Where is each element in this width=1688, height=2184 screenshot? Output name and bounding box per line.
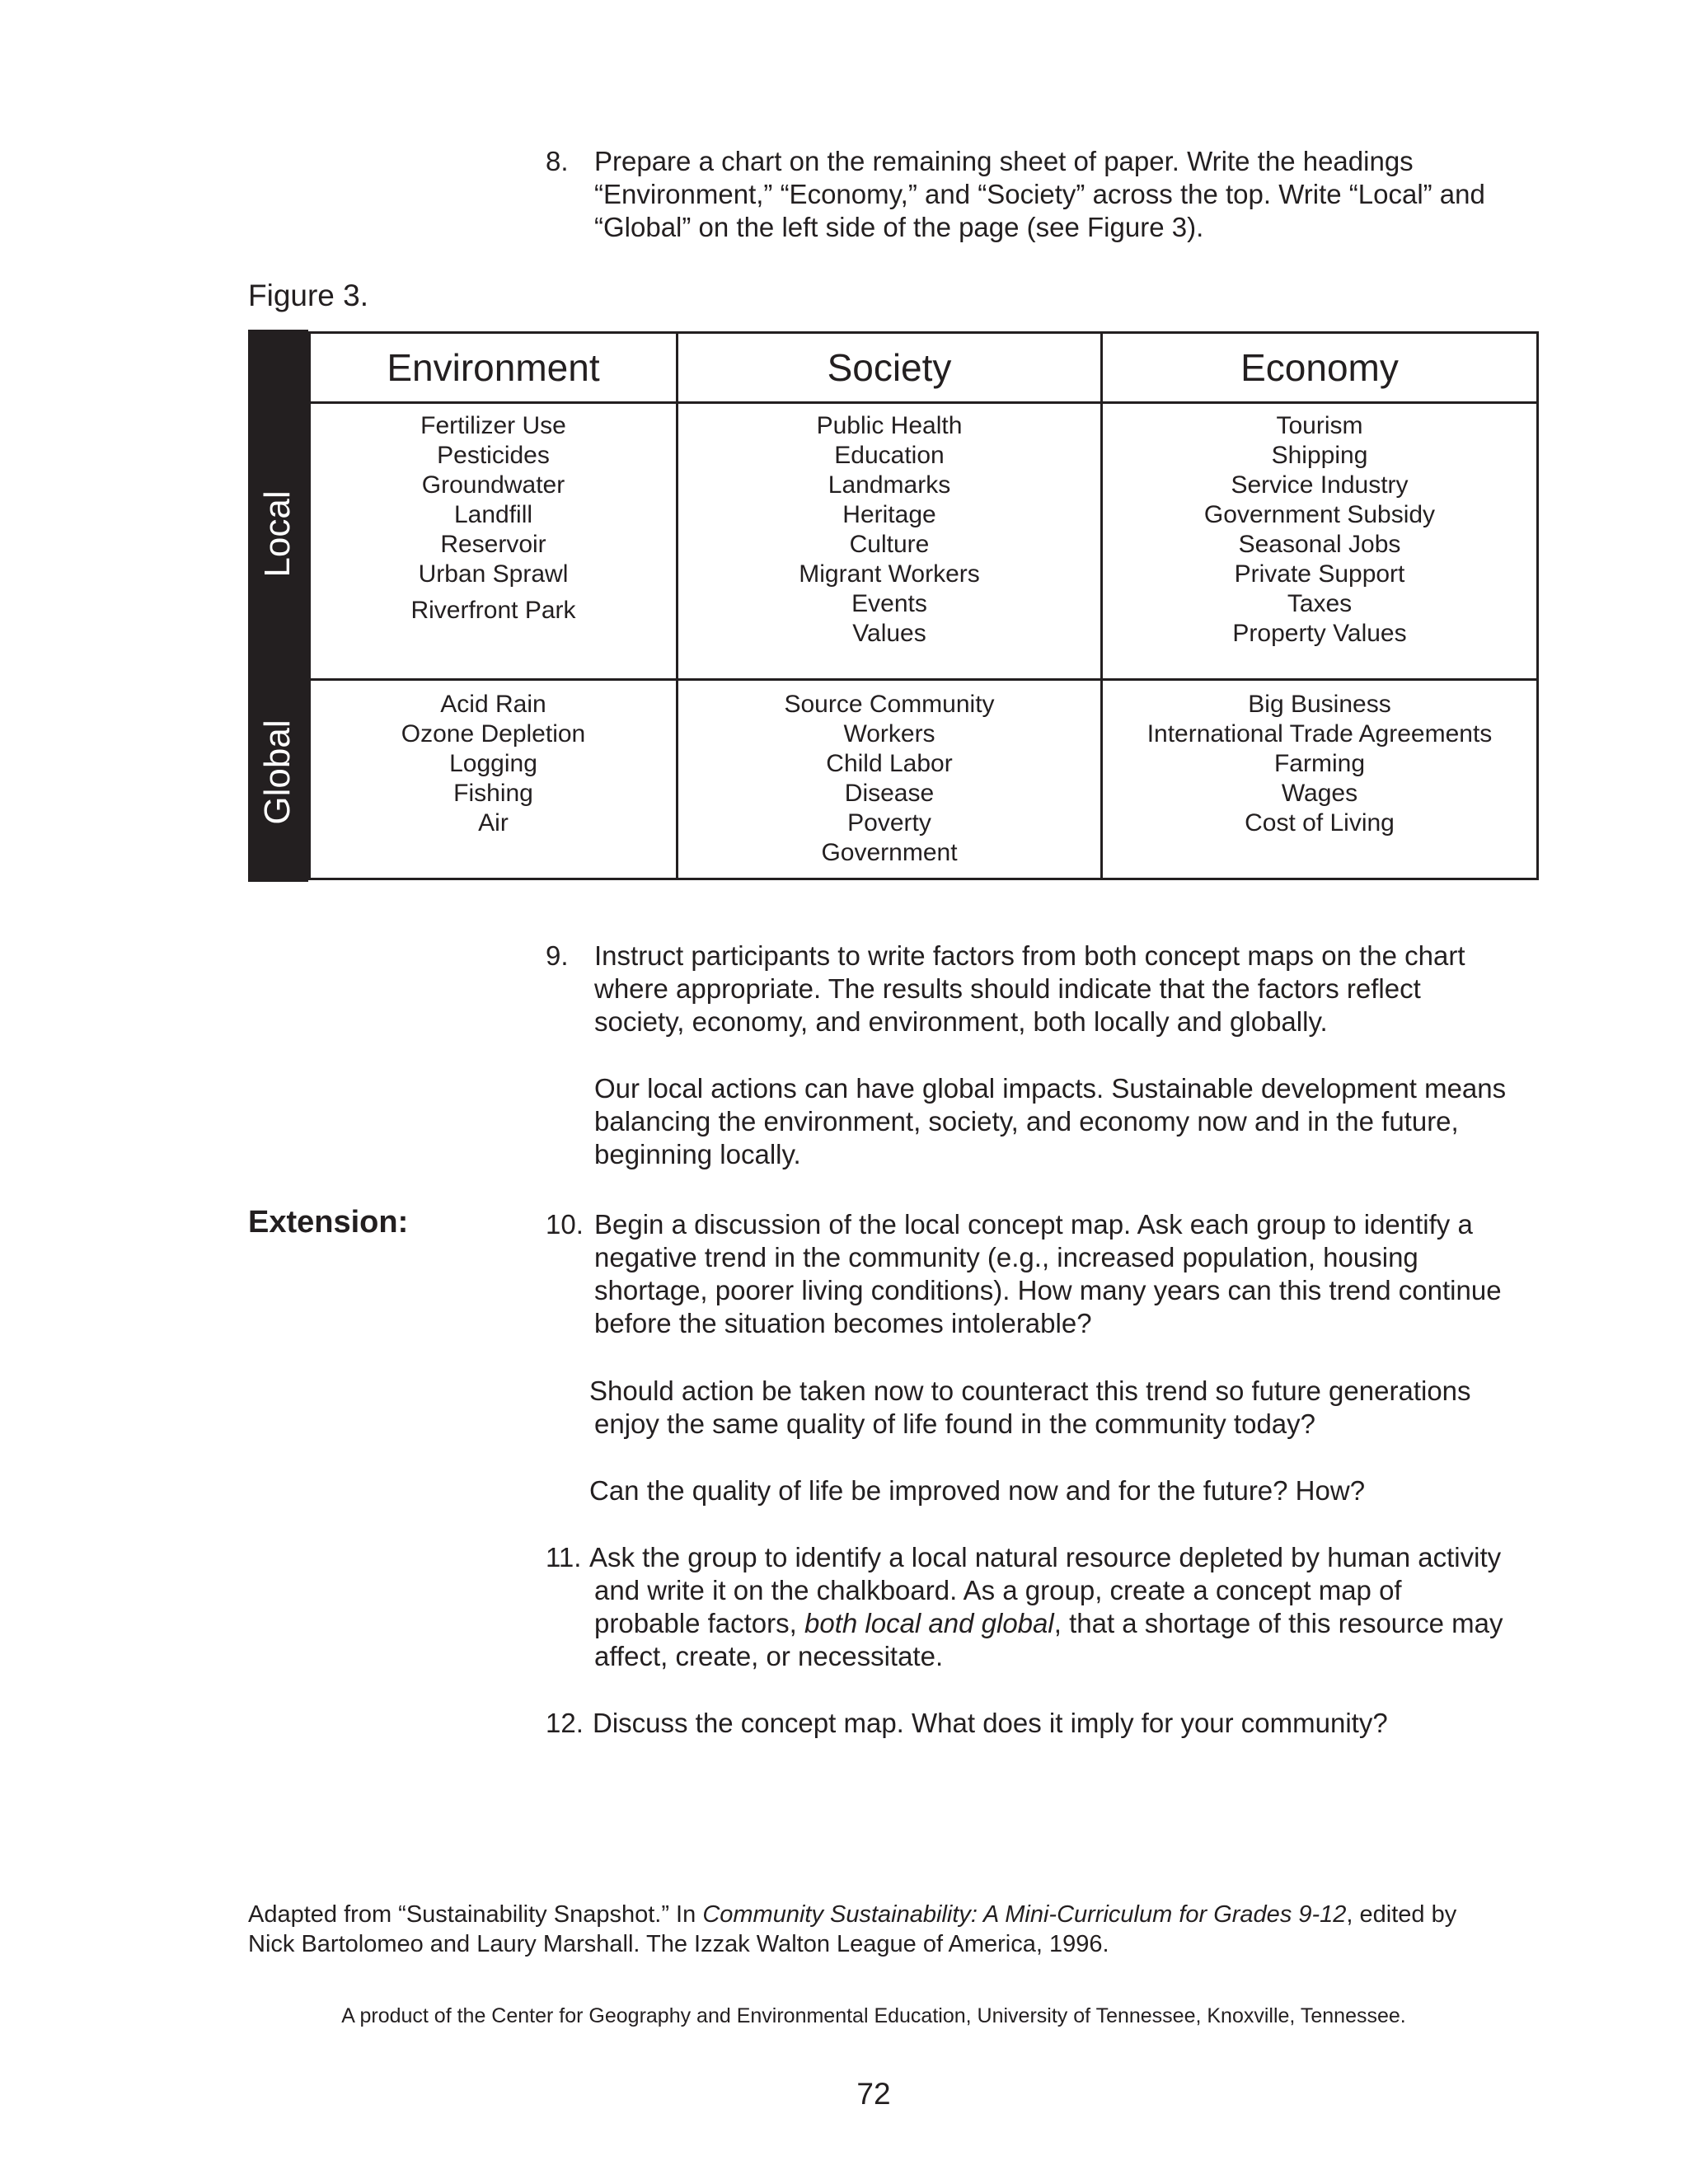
list-item: Wages bbox=[1281, 780, 1358, 807]
paragraph-line: Can the quality of life be improved now and for the future? How? bbox=[589, 1475, 1366, 1506]
list-item: Shipping bbox=[1271, 442, 1368, 469]
emphasis-text: both local and global bbox=[804, 1608, 1054, 1638]
list-item: Tourism bbox=[1276, 412, 1363, 439]
list-item: Fertilizer Use bbox=[420, 412, 566, 439]
list-item: Logging bbox=[449, 750, 537, 777]
chart-grid bbox=[308, 331, 1539, 880]
header-society: Society bbox=[827, 346, 952, 389]
paragraph-line: beginning locally. bbox=[594, 1139, 801, 1169]
list-item: Air bbox=[478, 809, 509, 837]
list-item: Heritage bbox=[842, 501, 936, 528]
list-item: Child Labor bbox=[826, 750, 953, 777]
list-item: Migrant Workers bbox=[799, 560, 980, 588]
cell-global-society bbox=[678, 690, 1100, 868]
list-item: Reservoir bbox=[440, 531, 546, 558]
cell-global-economy bbox=[1103, 690, 1536, 838]
footnote-text: Adapted from “Sustainability Snapshot.” In bbox=[248, 1901, 703, 1928]
step-line: before the situation becomes intolerable? bbox=[594, 1308, 1092, 1338]
list-item: Pesticides bbox=[437, 442, 550, 469]
paragraph-line: balancing the environment, society, and economy now and in the future, bbox=[594, 1106, 1459, 1137]
step-line: Discuss the concept map. What does it imply for your community? bbox=[593, 1708, 1388, 1738]
footnote-title: Community Sustainability: A Mini-Curriculum for Grades 9-12 bbox=[702, 1901, 1347, 1928]
row-divider bbox=[311, 401, 1536, 404]
list-item: Urban Sprawl bbox=[418, 560, 569, 588]
list-item: Seasonal Jobs bbox=[1238, 531, 1401, 558]
step-number: 11. bbox=[546, 1542, 582, 1572]
product-credit: A product of the Center for Geography and Environmental Education, University of Tennessee, Knoxville, Tennessee. bbox=[341, 2004, 1406, 2027]
list-item: Farming bbox=[1273, 750, 1366, 777]
list-item: Big Business bbox=[1248, 691, 1391, 718]
cell-local-society bbox=[678, 411, 1100, 649]
action-paragraph bbox=[589, 1375, 1537, 1441]
step-text: , that a shortage of this resource may bbox=[1053, 1608, 1503, 1638]
step-11 bbox=[546, 1541, 1535, 1673]
list-item: Events bbox=[851, 590, 927, 617]
step-line: Ask the group to identify a local natural resource depleted by human activity bbox=[589, 1542, 1502, 1572]
list-item: Groundwater bbox=[421, 471, 565, 499]
list-item: Acid Rain bbox=[440, 691, 546, 718]
list-item: Riverfront Park bbox=[410, 597, 576, 624]
step-12 bbox=[546, 1707, 1535, 1740]
step-line: Begin a discussion of the local concept map. Ask each group to identify a bbox=[594, 1209, 1473, 1240]
step-text: probable factors, bbox=[594, 1608, 804, 1638]
row-divider bbox=[311, 678, 1536, 681]
list-item: Cost of Living bbox=[1245, 809, 1395, 837]
list-item: Source Community bbox=[784, 691, 995, 718]
step-line: Prepare a chart on the remaining sheet of paper. Write the headings bbox=[594, 146, 1414, 176]
list-item: Property Values bbox=[1232, 620, 1407, 647]
list-item: Disease bbox=[844, 780, 935, 807]
step-line: and write it on the chalkboard. As a group, create a concept map of bbox=[594, 1575, 1402, 1605]
step-number: 9. bbox=[546, 940, 569, 971]
list-item: Government Subsidy bbox=[1203, 501, 1436, 528]
list-item: Landfill bbox=[453, 501, 533, 528]
step-line: where appropriate. The results should indicate that the factors reflect bbox=[594, 973, 1421, 1004]
list-item: Taxes bbox=[1287, 590, 1353, 617]
list-item: Public Health bbox=[816, 412, 963, 439]
page-number: 72 bbox=[856, 2077, 891, 2111]
step-9 bbox=[546, 940, 1535, 1038]
list-item: Workers bbox=[843, 720, 935, 748]
step-line: society, economy, and environment, both locally and globally. bbox=[594, 1006, 1328, 1037]
list-item: Ozone Depletion bbox=[401, 720, 586, 748]
sustainable-paragraph bbox=[594, 1072, 1542, 1171]
footnote-text: , edited by bbox=[1346, 1901, 1457, 1928]
paragraph-line: Should action be taken now to counteract this trend so future generations bbox=[589, 1376, 1471, 1406]
extension-label: Extension: bbox=[248, 1205, 409, 1240]
row-label-global: Global bbox=[257, 719, 298, 825]
step-line: affect, create, or necessitate. bbox=[594, 1641, 944, 1671]
step-line: “Environment,” “Economy,” and “Society” across the top. Write “Local” and bbox=[594, 179, 1485, 209]
list-item: Culture bbox=[849, 531, 930, 558]
list-item: Landmarks bbox=[828, 471, 951, 499]
quality-paragraph bbox=[589, 1474, 1537, 1507]
figure-label: Figure 3. bbox=[248, 279, 369, 312]
cell-local-economy bbox=[1103, 411, 1536, 649]
header-economy: Economy bbox=[1240, 346, 1399, 389]
paragraph-line: enjoy the same quality of life found in the community today? bbox=[594, 1408, 1315, 1439]
cell-global-environment bbox=[311, 690, 676, 838]
step-line: negative trend in the community (e.g., increased population, housing bbox=[594, 1242, 1418, 1272]
row-label-sidebar bbox=[248, 330, 308, 882]
step-line: Instruct participants to write factors from both concept maps on the chart bbox=[594, 940, 1465, 971]
step-line: shortage, poorer living conditions). How many years can this trend continue bbox=[594, 1275, 1502, 1305]
step-line: “Global” on the left side of the page (see Figure 3). bbox=[594, 212, 1204, 242]
header-environment: Environment bbox=[387, 346, 600, 389]
step-8 bbox=[546, 145, 1535, 244]
source-footnote bbox=[248, 1900, 1542, 1959]
step-number: 12. bbox=[546, 1708, 584, 1738]
list-item: Values bbox=[852, 620, 926, 647]
row-label-local: Local bbox=[257, 490, 298, 578]
step-line bbox=[546, 1607, 1535, 1640]
list-item: Education bbox=[834, 442, 945, 469]
list-item: International Trade Agreements bbox=[1146, 720, 1493, 748]
footnote-text: Nick Bartolomeo and Laury Marshall. The Izzak Walton League of America, 1996. bbox=[248, 1931, 1109, 1957]
list-item: Poverty bbox=[847, 809, 931, 837]
list-item: Private Support bbox=[1234, 560, 1405, 588]
paragraph-line: Our local actions can have global impacts. Sustainable development means bbox=[594, 1073, 1507, 1104]
list-item: Government bbox=[821, 839, 958, 866]
step-number: 10. bbox=[546, 1209, 584, 1240]
figure-3-chart bbox=[248, 330, 1539, 882]
cell-local-environment bbox=[311, 411, 676, 626]
list-item: Service Industry bbox=[1231, 471, 1409, 499]
list-item: Fishing bbox=[453, 780, 533, 807]
step-10 bbox=[546, 1208, 1535, 1340]
step-number: 8. bbox=[546, 146, 569, 176]
